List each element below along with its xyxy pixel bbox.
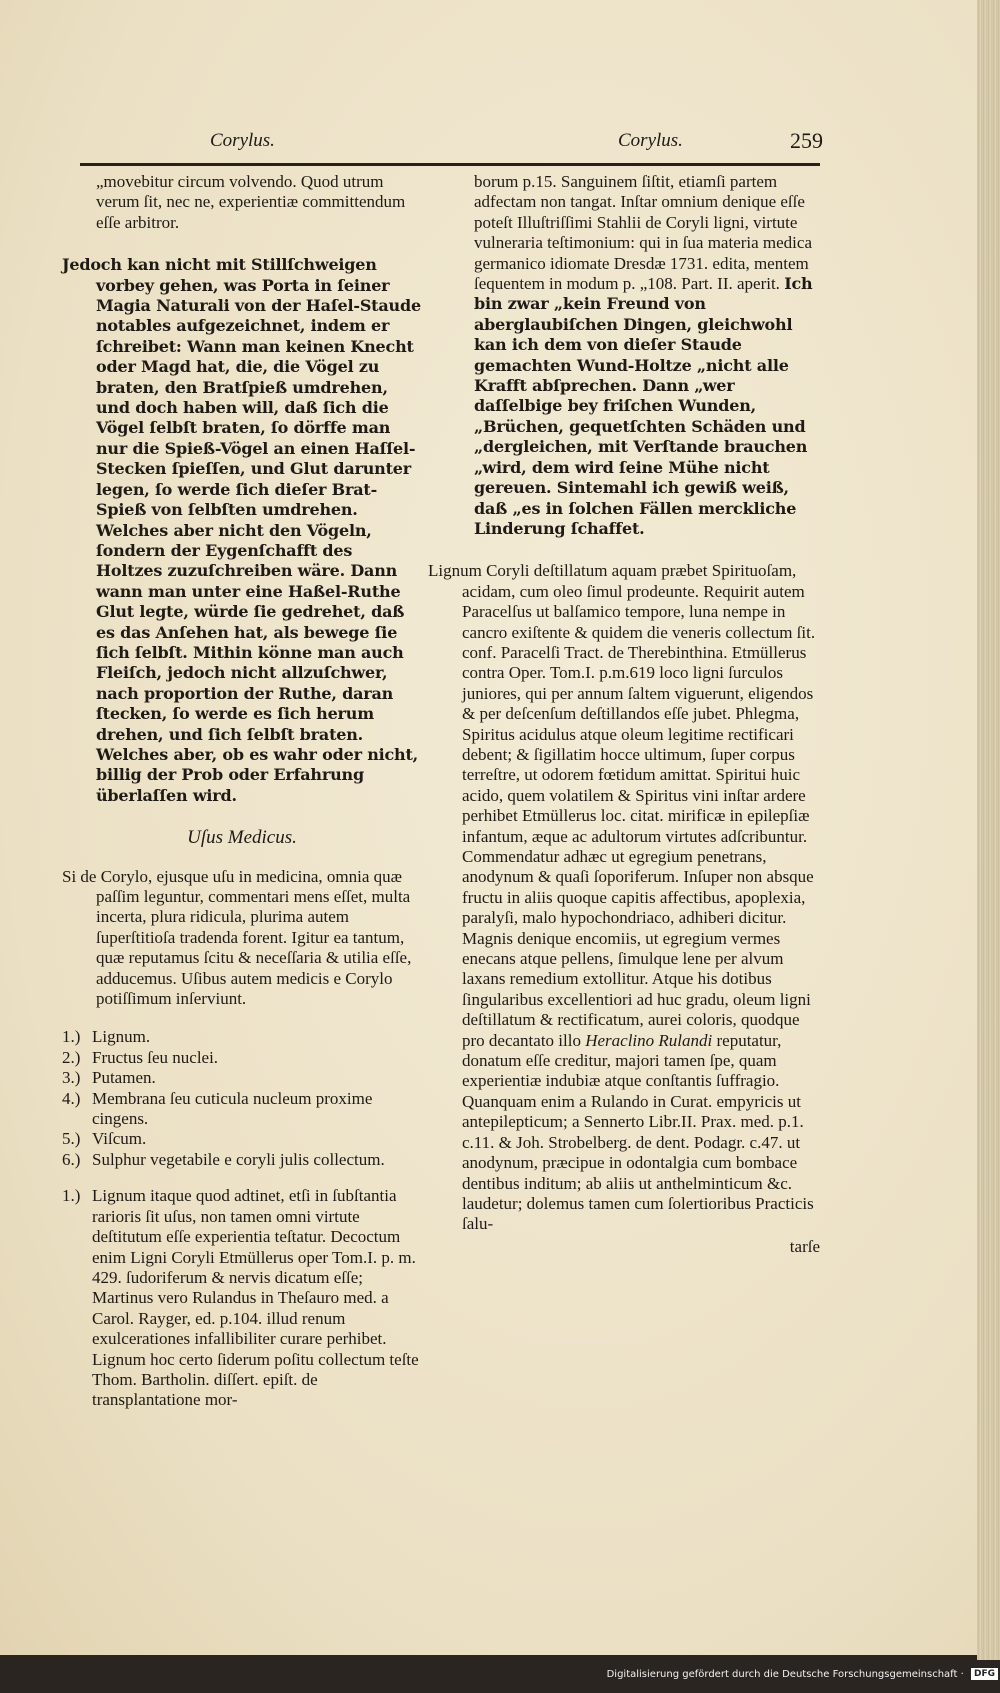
lignum-paragraph <box>62 1186 422 1410</box>
quote-ending: „movebitur circum volvendo. Quod utrum verum ſit, nec ne, experientiæ committendum eſſe arbitror. <box>96 172 406 232</box>
continuation-paragraph <box>462 172 820 539</box>
paragraph-number: 1.) <box>62 1186 81 1206</box>
list-item-number: 6.) <box>62 1149 81 1169</box>
list-item-text: Sulphur vegetabile e coryli julis collectum. <box>92 1149 385 1169</box>
list-item-number: 1.) <box>62 1027 81 1047</box>
main-paragraph-text: Lignum Coryli deſtillatum aquam præbet Spirituoſam, acidam, cum oleo ſimul prodeunte. Requirit autem Paracelſus ut balſamico tempore, luna nempe in cancro exiſtente & quidem die veneris collectum ſit. conf. Paracelſi Tract. de Therebinthina. Etmüllerus contra Oper. Tom.I. p.m.619 loco ligni ſurculos juniores, qui per annum ſaltem viguerunt, eligendos & per deſcenſum deſtillandos eſſe jubet. Phlegma, Spiritus acidulus atque oleum legitime rectificari debent; & ſigillatim hocce ultimum, ſuper corpus terreſtre, ut odorem fœtidum amittat. Spiritui huic acido, quem volatilem & Spiritus vini inſtar ardere perhibet Etmüllerus loc. citat. mirificæ in epilepſiæ infantum, æque ac adultorum virtutes adſcribuntur. Commendatur adhæc ut egregium penetrans, anodynum & quaſi ſoporiferum. Inſuper non absque fructu in aliis quoque capitis affectibus, apoplexia, paralyſi, malo hypochondriaco, adhiberi dicitur. Magnis denique encomiis, ut egregium vermes enecans atque pellens, ſimulque lene per alvum laxans remedium extollitur. Atque his dotibus ſingularibus excellentiori ad huc gradu, oleum ligni deſtillatum & rectificatum, aurei coloris, quodque pro decantato illo <box>428 561 816 1050</box>
left-column <box>62 172 422 1411</box>
list-item-number: 2.) <box>62 1047 81 1067</box>
list-item <box>62 1048 422 1068</box>
uses-list <box>62 1027 422 1170</box>
list-item-text: Viſcum. <box>92 1129 147 1149</box>
german-quote: Ich bin zwar „kein Freund von aberglaubiſchen Dingen, gleichwohl kan ich dem von dieſer Staude gemachten Wund-Holtze „nicht alle Krafft abſprechen. Dann „wer daſſelbige bey friſchen Wunden, „Brüchen, gequetſchten Schäden und „dergleichen, mit Verſtande brauchen „wird, dem wird ſeine Mühe nicht gereuen. Sintemahl ich gewiß weiß, daß „es in ſolchen Fällen merckliche Linderung ſchaffet. <box>474 274 813 538</box>
list-item <box>62 1129 422 1149</box>
main-paragraph-end: reputatur, donatum eſſe creditur, majori tamen ſpe, quam experientiæ indubiæ atque conſtantis ſuffragio. Quanquam enim a Rulando in Curat. empyricis ut antepilepticum; a Sennerto Libr.II. Prax. med. p.1. c.11. & Joh. Strobelberg. de dent. Podagr. c.47. ut anodynum, præcipue in odontalgia cum bombace dentibus inditum; ab aliis ut anthelminticum &c. laudetur; dolemus tamen cum ſolertioribus Practicis ſalu- <box>462 1030 814 1234</box>
list-item <box>62 1089 422 1130</box>
list-item <box>62 1027 422 1047</box>
intro-paragraph: Si de Corylo, ejusque uſu in medicina, omnia quæ paſſim leguntur, commentari mens eſſet, multa incerta, plura ridicula, plurima autem ſuperſtitioſa tradenda forent. Igitur ea tantum, quæ reputamus ſcitu & neceſſaria & utilia eſſe, adducemus. Uſibus autem medicis e Corylo potiſſimum inſerviunt. <box>62 866 412 1009</box>
list-item-text: Putamen. <box>92 1068 156 1088</box>
page-number: 259 <box>790 128 823 153</box>
german-paragraph: Jedoch kan nicht mit Stillſchweigen vorbey gehen, was Porta in ſeiner Magia Naturali von der Haſel-Staude notables aufgezeichnet, indem er ſchreibet: Wann man keinen Knecht oder Magd hat, die, die Vögel zu braten, den Bratſpieß umdrehen, und doch haben will, daß ſich die Vögel ſelbſt braten, ſo dörffe man nur die Spieß-Vögel an einen Haſſel-Stecken ſpieſſen, und Glut darunter legen, ſo werde ſich dieſer Brat-Spieß von ſelbſten umdrehen. Welches aber nicht den Vögeln, ſondern der Eygenſchafft des Holtzes zuzuſchreiben wäre. Dann wann man unter eine Haßel-Ruthe Glut legte, würde ſie gedrehet, daß es das Anſehen hat, als bewege ſie ſich ſelbſt. Mithin könne man auch Fleiſch, jedoch nicht allzuſchwer, nach proportion der Ruthe, daran ſtecken, ſo werde es ſich herum drehen, und ſich ſelbſt braten. Welches aber, ob es wahr oder nicht, billig der Prob oder Erfahrung überlaſſen wird. <box>62 255 421 805</box>
list-item-number: 3.) <box>62 1068 81 1088</box>
header-rule <box>80 163 820 166</box>
header-left-title: Corylus. <box>210 130 275 151</box>
footer <box>540 1668 998 1688</box>
italic-name: Heraclino Rulandi <box>585 1030 713 1050</box>
header-center-title: Corylus. <box>618 130 683 151</box>
list-item-text: Membrana ſeu cuticula nucleum proxime cingens. <box>92 1088 373 1129</box>
dfg-logo-icon: DFG <box>971 1668 998 1680</box>
list-item-text: Fructus ſeu nuclei. <box>92 1047 219 1067</box>
list-item <box>62 1068 422 1088</box>
paragraph-text: Lignum itaque quod adtinet, etſi in ſubſtantia rarioris ſit uſus, non tamen omni virtute deſtitutum eſſe experientia teſtatur. Decoctum enim Ligni Coryli Etmüllerus oper Tom.I. p. m. 429. ſudoriferum & nervis dicatum eſſe; Martinus vero Rulandus in Theſauro med. a Carol. Rayger, ed. p.104. illud renum exulcerationes infallibiliter curare perhibet. Lignum hoc certo ſiderum poſitu collectum teſte Thom. Bartholin. diſſert. epiſt. de transplantatione mor- <box>92 1186 419 1410</box>
right-column <box>428 172 820 1257</box>
running-header <box>0 128 977 158</box>
footer-text: Digitalisierung gefördert durch die Deutsche Forschungsgemeinschaft · <box>606 1669 964 1680</box>
section-title: Uſus Medicus. <box>187 827 297 849</box>
page-edge <box>977 0 1000 1660</box>
main-paragraph <box>428 561 820 1234</box>
catchword: tarſe <box>789 1236 820 1256</box>
continuation-text: borum p.15. Sanguinem ſiſtit, etiamſi partem adfectam non tangat. Inſtar omnium denique eſſe poteſt Illuſtriſſimi Stahlii de Coryli ligni, virtute vulneraria teſtimonium: qui in ſua materia medica germanico idiomate Dresdæ 1731. edita, mentem ſequentem in modum p. „108. Part. II. aperit. <box>474 172 812 294</box>
list-item-number: 4.) <box>62 1088 81 1108</box>
list-item <box>62 1150 422 1170</box>
list-item-text: Lignum. <box>92 1027 151 1047</box>
list-item-number: 5.) <box>62 1129 81 1149</box>
